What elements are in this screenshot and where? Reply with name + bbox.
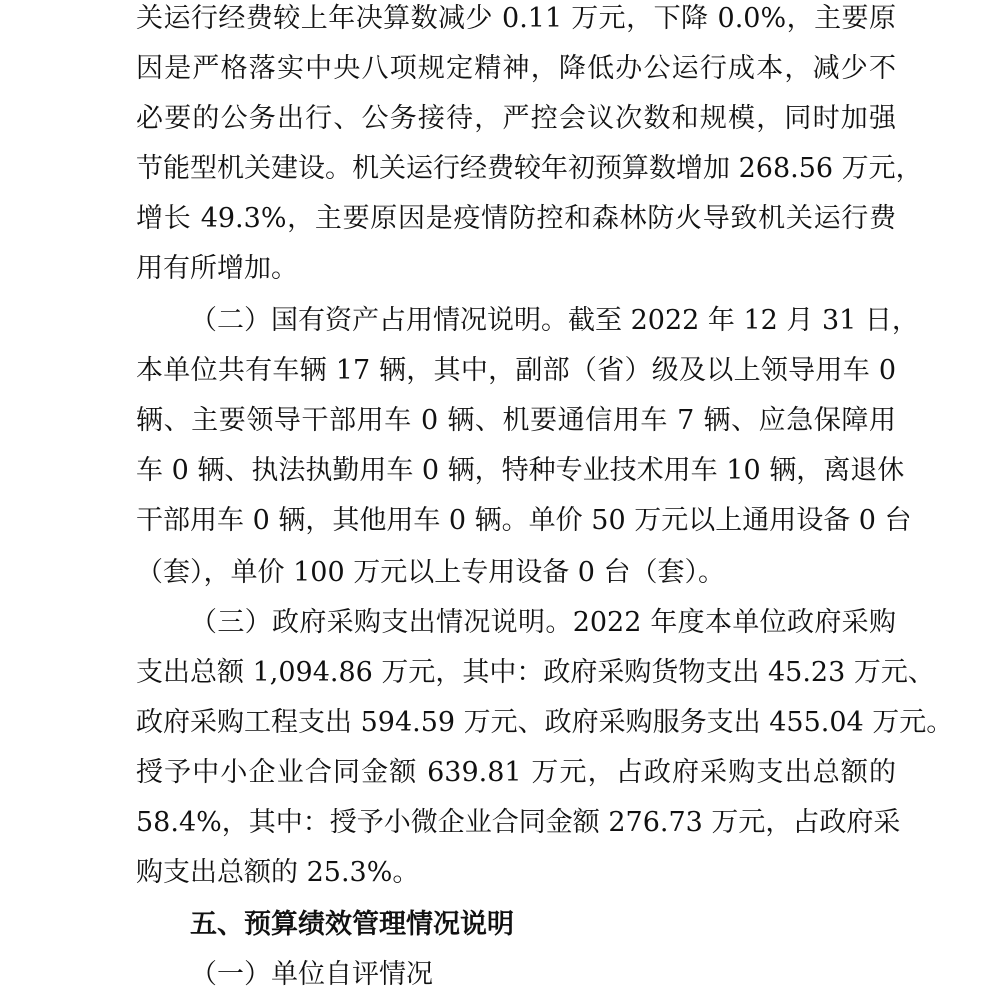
subsection-heading: （一）单位自评情况 — [190, 959, 433, 990]
text-line: 关运行经费较上年决算数减少 0.11 万元，下降 0.0%，主要原 — [136, 3, 896, 34]
text-line: 车 0 辆、执法执勤用车 0 辆，特种专业技术用车 10 辆，离退休 — [136, 455, 905, 486]
text-line: 政府采购工程支出 594.59 万元、政府采购服务支出 455.04 万元。 — [136, 707, 954, 738]
text-line: （三）政府采购支出情况说明。2022 年度本单位政府采购 — [190, 607, 896, 638]
text-line: 干部用车 0 辆，其他用车 0 辆。单价 50 万元以上通用设备 0 台 — [136, 505, 912, 536]
section-heading: 五、预算绩效管理情况说明 — [190, 909, 514, 940]
text-line: （套），单价 100 万元以上专用设备 0 台（套）。 — [136, 557, 726, 588]
text-line: 节能型机关建设。机关运行经费较年初预算数增加 268.56 万元， — [136, 153, 923, 184]
text-line: 增长 49.3%，主要原因是疫情防控和森林防火导致机关运行费 — [136, 203, 896, 234]
text-line: 58.4%，其中：授予小微企业合同金额 276.73 万元，占政府采 — [136, 807, 901, 838]
text-line: 支出总额 1,094.86 万元，其中：政府采购货物支出 45.23 万元、 — [136, 657, 935, 688]
text-line: 购支出总额的 25.3%。 — [136, 857, 420, 888]
text-line: （二）国有资产占用情况说明。截至 2022 年 12 月 31 日， — [190, 305, 919, 336]
text-line: 授予中小企业合同金额 639.81 万元，占政府采购支出总额的 — [136, 757, 896, 788]
text-line: 必要的公务出行、公务接待，严控会议次数和规模，同时加强 — [136, 103, 896, 134]
text-line: 辆、主要领导干部用车 0 辆、机要通信用车 7 辆、应急保障用 — [136, 405, 896, 436]
text-line: 用有所增加。 — [136, 253, 298, 284]
text-line: 因是严格落实中央八项规定精神，降低办公运行成本，减少不 — [136, 53, 896, 84]
text-line: 本单位共有车辆 17 辆，其中，副部（省）级及以上领导用车 0 — [136, 355, 896, 386]
